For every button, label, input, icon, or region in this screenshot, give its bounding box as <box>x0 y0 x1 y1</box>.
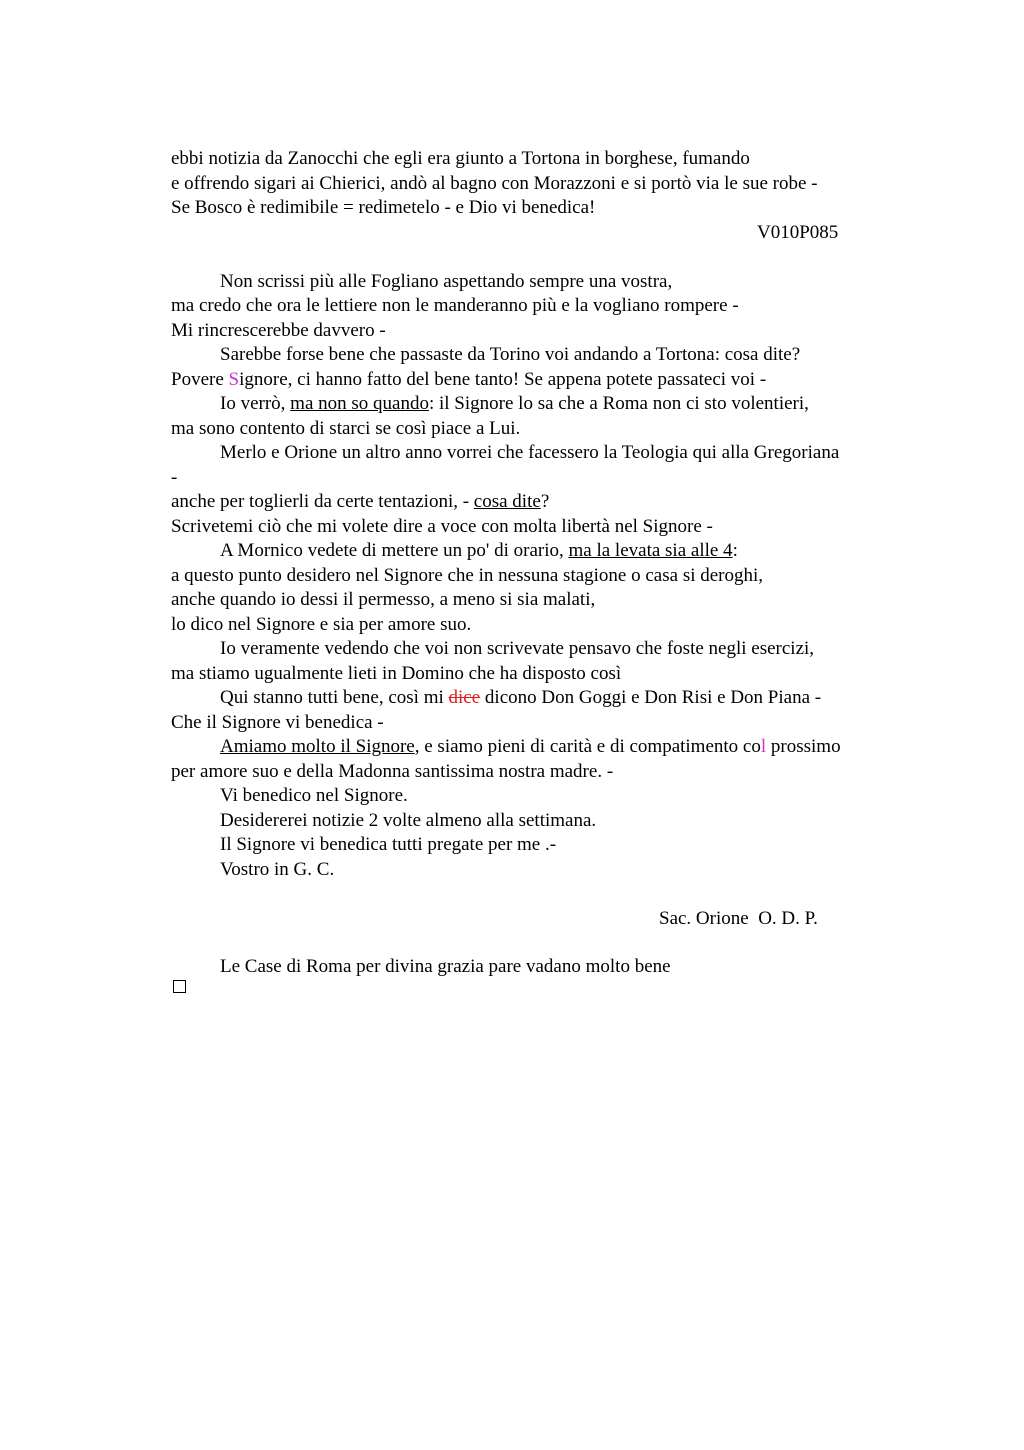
text-line: e offrendo sigari ai Chierici, andò al bagno con Morazzoni e si portò via le sue robe - <box>171 173 818 194</box>
text-line <box>220 392 809 416</box>
text-segment: prossimo <box>766 736 841 757</box>
text-line: ma sono contento di starci se così piace a Lui. <box>171 418 521 439</box>
text-line: Merlo e Orione un altro anno vorrei che facessero la Teologia qui alla Gregoriana <box>220 442 840 463</box>
text-line <box>171 490 549 514</box>
text-line <box>220 686 821 710</box>
text-segment: ignore, ci hanno fatto del bene tanto! Se appena potete passateci voi - <box>239 369 767 390</box>
deleted-word: dice <box>448 687 481 708</box>
underlined-phrase: ma la levata sia alle 4 <box>568 540 733 561</box>
text-segment: Io verrò, <box>220 393 291 414</box>
text-line: lo dico nel Signore e sia per amore suo. <box>171 614 472 635</box>
text-segment: Povere <box>171 369 229 390</box>
text-line: Io veramente vedendo che voi non scrivevate pensavo che foste negli esercizi, <box>220 638 815 659</box>
text-line: per amore suo e della Madonna santissima nostra madre. - <box>171 761 614 782</box>
text-segment: ? <box>540 491 550 512</box>
text-line: Che il Signore vi benedica - <box>171 712 384 733</box>
text-segment: : <box>732 540 738 561</box>
text-segment: , e siamo pieni di carità e di compatimento co <box>414 736 761 757</box>
text-line: Desidererei notizie 2 volte almeno alla settimana. <box>220 810 597 831</box>
page-code: V010P085 <box>757 222 839 243</box>
text-line: ma credo che ora le lettiere non le manderanno più e la vogliano rompere - <box>171 295 739 316</box>
underlined-phrase: Amiamo molto il Signore <box>220 736 415 757</box>
underlined-phrase: ma non so quando <box>290 393 429 414</box>
text-segment: A Mornico vedete di mettere un po' di orario, <box>220 540 569 561</box>
text-line: Scrivetemi ciò che mi volete dire a voce con molta libertà nel Signore - <box>171 516 713 537</box>
closing-line: Vostro in G. C. <box>220 859 335 880</box>
text-line: Mi rincrescerebbe davvero - <box>171 320 386 341</box>
text-line: a questo punto desidero nel Signore che in nessuna stagione o casa si deroghi, <box>171 565 764 586</box>
square-symbol-icon <box>173 980 186 993</box>
text-line: anche quando io dessi il permesso, a meno si sia malati, <box>171 589 596 610</box>
text-segment: dicono Don Goggi e Don Risi e Don Piana - <box>480 687 822 708</box>
underlined-phrase: cosa dite <box>473 491 541 512</box>
text-line <box>220 539 738 563</box>
signature: Sac. Orione O. D. P. <box>659 908 818 929</box>
text-line <box>220 735 841 759</box>
text-line: ebbi notizia da Zanocchi che egli era giunto a Tortona in borghese, fumando <box>171 148 750 169</box>
text-line: Il Signore vi benedica tutti pregate per me .- <box>220 834 557 855</box>
text-segment: : il Signore lo sa che a Roma non ci sto volentieri, <box>428 393 809 414</box>
text-line: Se Bosco è redimibile = redimetelo - e Dio vi benedica! <box>171 197 596 218</box>
text-line <box>171 368 766 392</box>
text-segment: Qui stanno tutti bene, così mi <box>220 687 449 708</box>
text-line: Vi benedico nel Signore. <box>220 785 408 806</box>
text-line: Sarebbe forse bene che passaste da Torino voi andando a Tortona: cosa dite? <box>220 344 801 365</box>
text-segment: anche per toglierli da certe tentazioni, - <box>171 491 474 512</box>
inserted-letter: l <box>760 736 767 757</box>
text-line: Non scrissi più alle Fogliano aspettando sempre una vostra, <box>220 271 673 292</box>
text-line: ma stiamo ugualmente lieti in Domino che ha disposto così <box>171 663 622 684</box>
inserted-letter: S <box>228 369 240 390</box>
postscript: Le Case di Roma per divina grazia pare vadano molto bene <box>220 956 671 977</box>
text-line: - <box>171 467 178 488</box>
